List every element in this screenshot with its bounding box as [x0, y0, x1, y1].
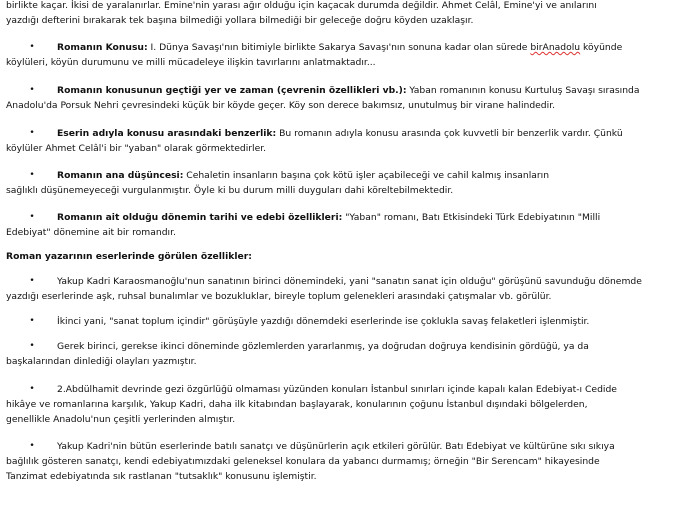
trait-4-line-3: genellikle Anadolu'nun çeşitli yerlerinden almıştır.	[6, 414, 236, 425]
feature-text: I. Dünya Savaşı'nın bitimiyle birlikte Sakarya Savaşı'nın sonuna kadar olan sürede	[147, 42, 531, 53]
bullet-icon: •	[29, 384, 35, 394]
bullet-icon: •	[29, 128, 35, 138]
bullet-icon: •	[29, 441, 35, 451]
bullet-icon: •	[29, 341, 35, 351]
feature-label: Romanın ana düşüncesi:	[57, 170, 184, 181]
feature-text: "Yaban" romanı, Batı Etkisindeki Türk Edebiyatının "Milli	[342, 212, 601, 223]
feature-donem-line-2: Edebiyat" dönemine ait bir romandır.	[6, 227, 176, 238]
bullet-icon: •	[29, 316, 35, 326]
trait-4-line-2: hikâye ve romanlarına karşılık, Yakup Kadri, daha ilk kitabından başlayarak, konularının çoğunu İstanbul dışındaki bölgelerden,	[6, 399, 588, 410]
feature-ana-dusunce-line-1	[57, 168, 549, 183]
intro-line-1: birlikte kaçar. İkisi de yaralanırlar. Emine'nin yarası ağır olduğu için kaçacak durumda değildir. Ahmet Celâl, Emine'yi ve anılarını	[6, 0, 597, 11]
trait-5-line-3: Tanzimat edebiyatında sık rastlanan "tutsaklık" konusunu işlemiştir.	[6, 471, 317, 482]
trait-3-line-2: başkalarından dinlediği olayları yazmıştır.	[6, 356, 197, 367]
trait-5-line-2: bağlılık gösteren sanatçı, kendi edebiyatımızdaki geleneksel konulara da yabancı durmamış; örneğin "Bir Serencam" hikayesinde	[6, 456, 600, 467]
feature-donem-line-1	[57, 210, 600, 225]
feature-text-tail: köyünde	[580, 42, 623, 53]
feature-ad-konu-line-1	[57, 126, 623, 141]
trait-4-line-1: 2.Abdülhamit devrinde gezi özgürlüğü olmaması yüzünden konuları İstanbul sınırları içinde kapalı kalan Edebiyat-ı Cedide	[57, 384, 617, 395]
trait-1-line-2: yazdığı eserlerinde aşk, ruhsal bunalımlar ve bozukluklar, bireyle toplum gelenekleri arasındaki çatışmalar vb. görülür.	[6, 291, 552, 302]
feature-label: Romanın Konusu:	[57, 42, 148, 53]
misspelled-word: birAnadolu	[530, 42, 581, 53]
intro-line-2: yazdığı defterini bırakarak tek başına bilmediği yollara bilmediği bir geleceğe doğru köyden uzaklaşır.	[6, 15, 474, 26]
trait-3-line-1: Gerek birinci, gerekse ikinci döneminde gözlemlerden yararlanmış, ya doğrudan doğruya kendisinin gördüğü, ya da	[57, 341, 589, 352]
bullet-icon: •	[29, 170, 35, 180]
feature-konu-line-1	[57, 40, 622, 55]
trait-2-line-1: İkinci yani, "sanat toplum içindir" görüşüyle yazdığı dönemdeki eserlerinde ise çoklukla savaş felaketleri işlenmiştir.	[57, 316, 590, 327]
trait-5-line-1: Yakup Kadri'nin bütün eserlerinde batılı sanatçı ve düşünürlerin açık etkileri görülür. Batı Edebiyat ve kültürüne sıkı sıkıya	[57, 441, 615, 452]
feature-text: Bu romanın adıyla konusu arasında çok kuvvetli bir benzerlik vardır. Çünkü	[276, 128, 623, 139]
feature-yer-zaman-line-2: Anadolu'da Porsuk Nehri çevresindeki küçük bir köyde geçer. Köy son derece bakımsız, unutulmuş bir virane halindedir.	[6, 100, 556, 111]
feature-ana-dusunce-line-2: sağlıklı düşünemeyeceği vurgulanmıştır. Öyle ki bu durum milli duyguları dahi köreltebilmektedir.	[6, 185, 454, 196]
bullet-icon: •	[29, 276, 35, 286]
feature-label: Eserin adıyla konusu arasındaki benzerlik:	[57, 128, 277, 139]
feature-label: Romanın konusunun geçtiği yer ve zaman (çevrenin özellikleri vb.):	[57, 85, 407, 96]
bullet-icon: •	[29, 42, 35, 52]
section-heading: Roman yazarının eserlerinde görülen özellikler:	[6, 251, 252, 262]
feature-konu-line-2: köylüleri, köyün durumunu ve milli mücadeleye ilişkin tavırlarını anlatmaktadır...	[6, 57, 376, 68]
feature-yer-zaman-line-1	[57, 83, 640, 98]
bullet-icon: •	[29, 212, 35, 222]
feature-ad-konu-line-2: köylüler Ahmet Celâl'i bir "yaban" olarak görmektedirler.	[6, 143, 267, 154]
trait-1-line-1: Yakup Kadri Karaosmanoğlu'nun sanatının birinci dönemindeki, yani "sanatın sanat için olduğu" görüşünü savunduğu dönemde	[57, 276, 642, 287]
feature-label: Romanın ait olduğu dönemin tarihi ve edebi özellikleri:	[57, 212, 343, 223]
bullet-icon: •	[29, 85, 35, 95]
feature-text: Yaban romanının konusu Kurtuluş Savaşı sırasında	[406, 85, 640, 96]
feature-text: Cehaletin insanların başına çok kötü işler açabileceği ve cahil kalmış insanların	[183, 170, 550, 181]
